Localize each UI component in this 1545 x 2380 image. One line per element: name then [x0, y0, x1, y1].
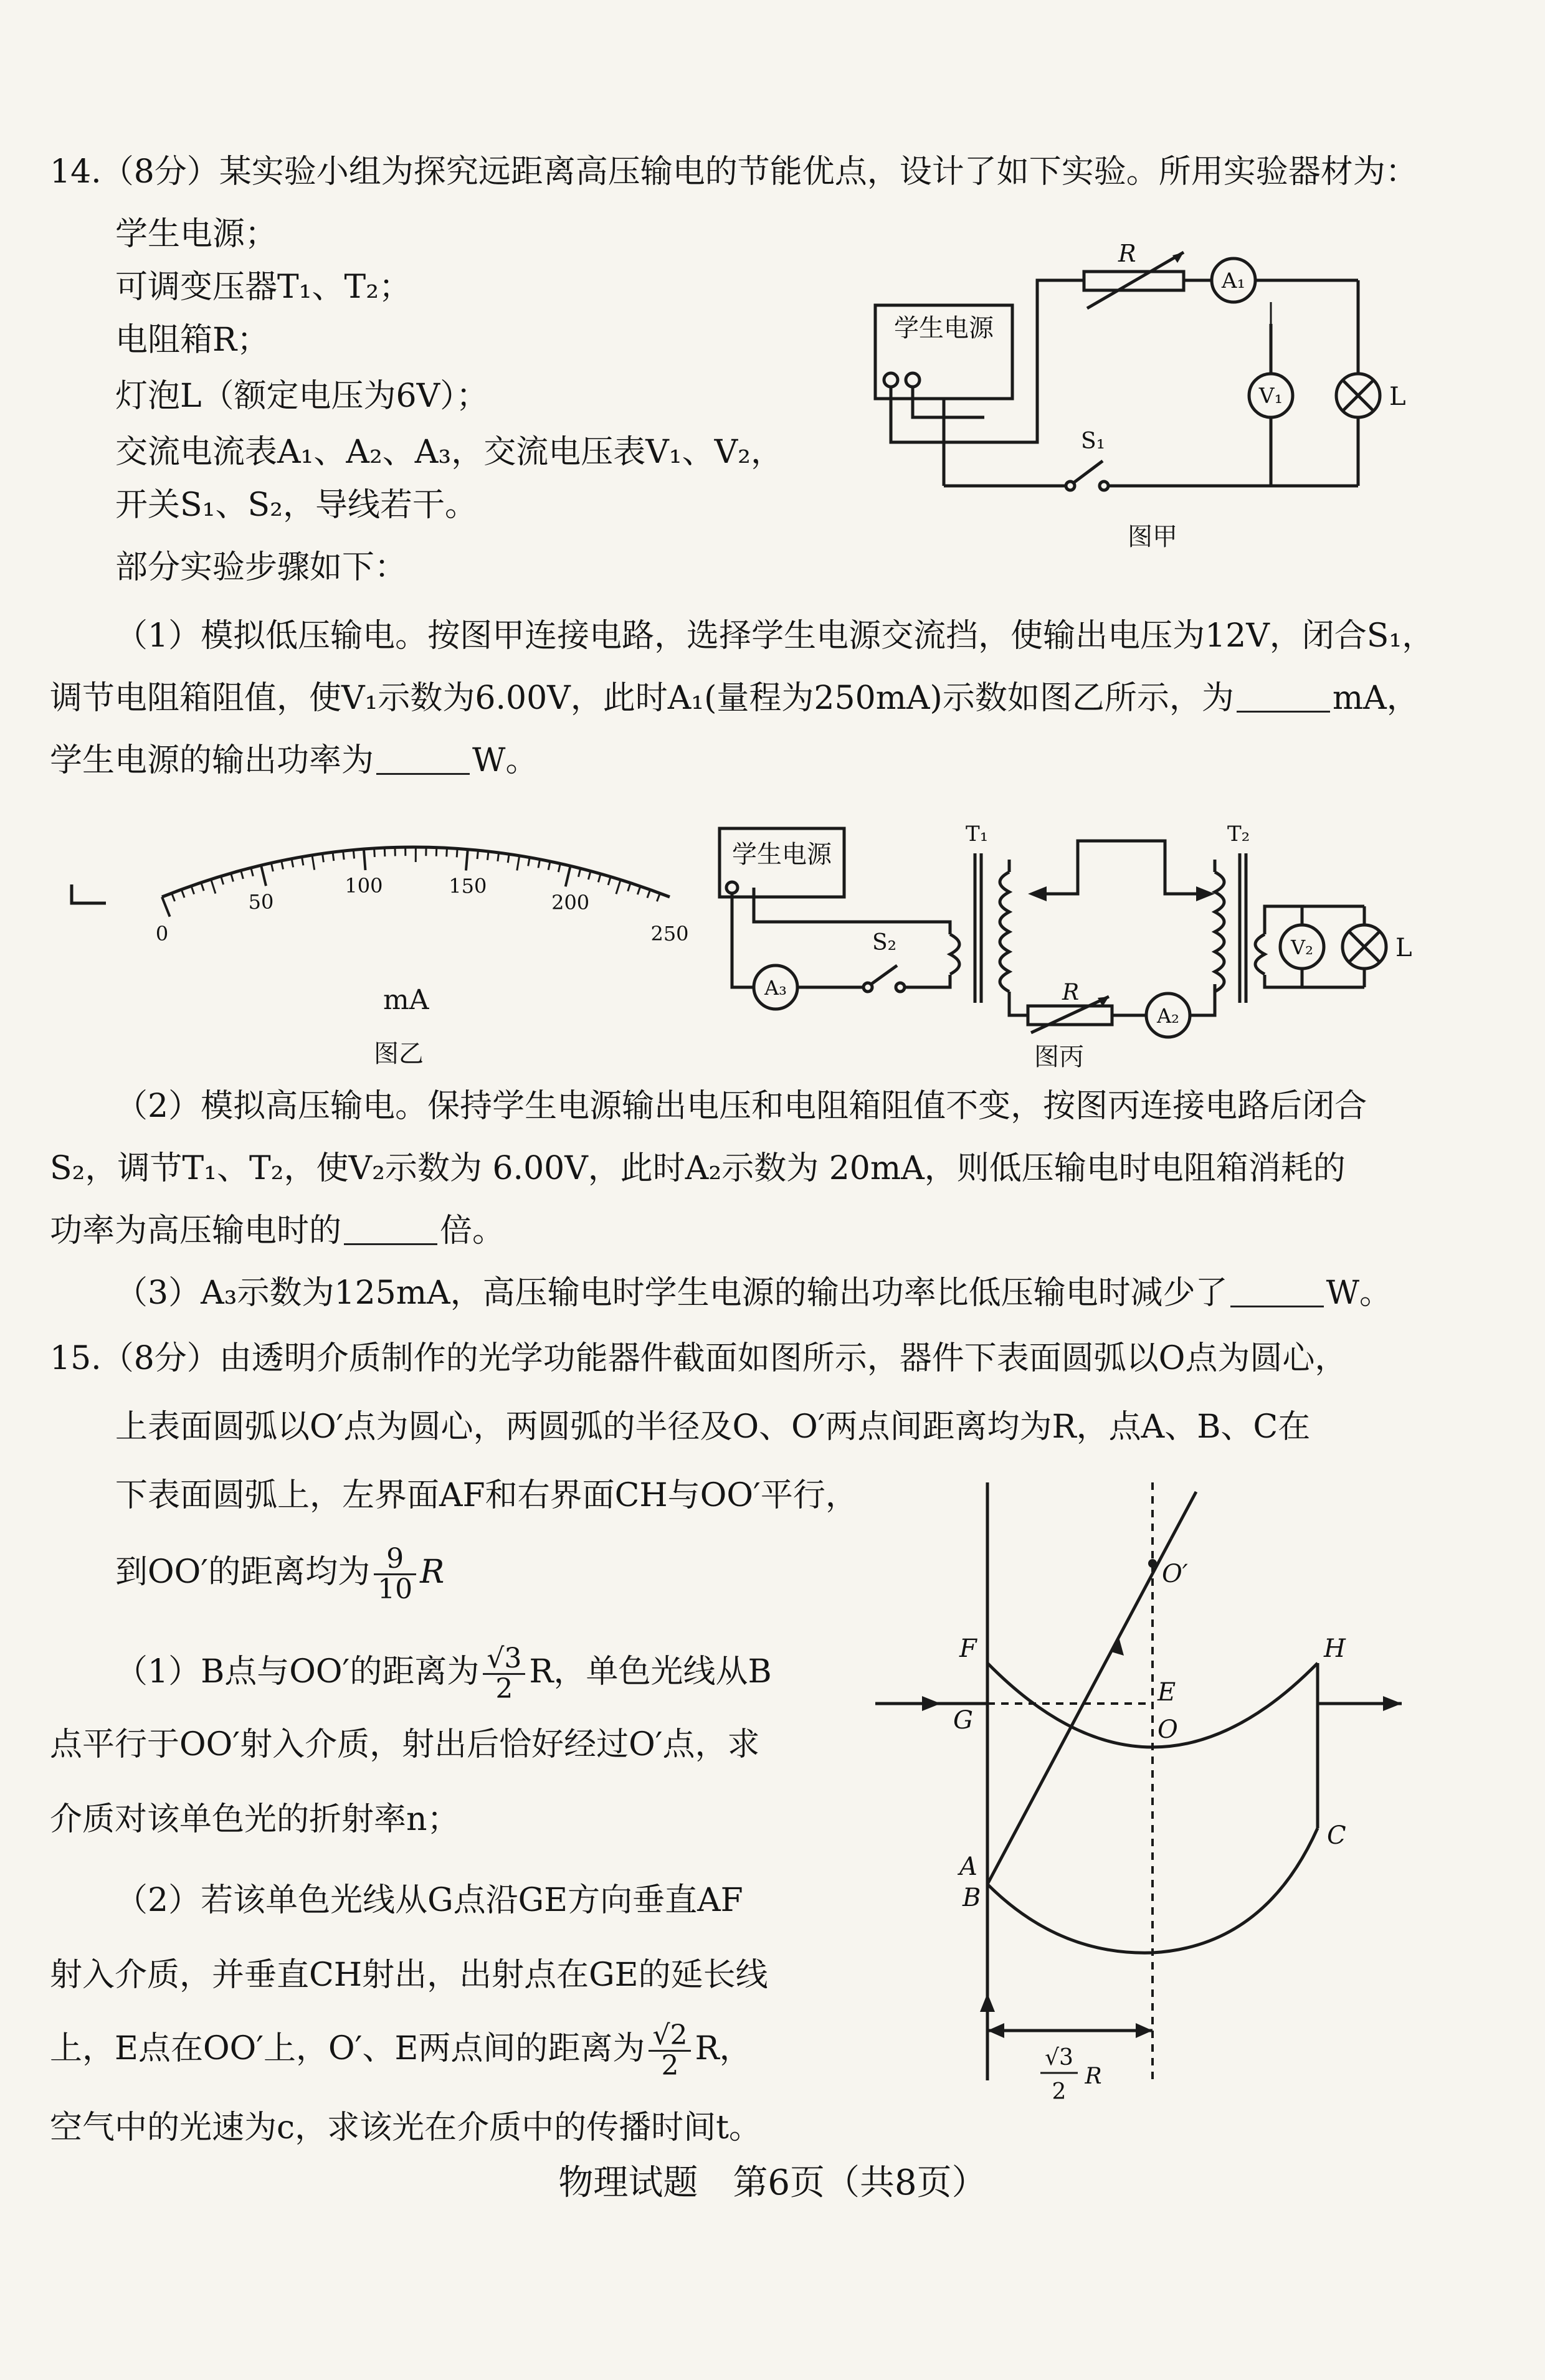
meter-tick [517, 856, 520, 871]
figure-yi-meter [62, 810, 689, 997]
point-h: H [1324, 1634, 1346, 1663]
bing-ammeter-a3: A₃ [764, 976, 787, 1000]
point-f: F [959, 1634, 977, 1663]
jia-label-r: R [1118, 240, 1136, 267]
jia-ammeter-a1: A₁ [1221, 268, 1246, 293]
bing-label-t2: T₂ [1227, 822, 1250, 846]
answer-blank-power[interactable] [376, 748, 470, 775]
meter-tick [487, 851, 488, 860]
point-a: A [959, 1852, 977, 1881]
meter-tick [647, 889, 650, 898]
figure-q15-optics [872, 1482, 1420, 2118]
meter-tick [343, 851, 345, 860]
dim-den: 2 [1052, 2079, 1067, 2105]
meter-tick [566, 866, 571, 886]
material-1: 学生电源； [115, 216, 278, 253]
meter-tick [598, 874, 601, 882]
meter-tick [466, 850, 468, 871]
material-5: 交流电流表A₁、A₂、A₃，交流电压表V₁、V₂， [115, 434, 783, 471]
point-o-prime: O′ [1162, 1560, 1188, 1588]
meter-tick [637, 886, 640, 894]
meter-tick [477, 850, 478, 859]
meter-tick [231, 873, 234, 881]
meter-tick [191, 886, 194, 894]
q14-part1-line2: 调节电阻箱阻值，使V₁示数为6.00V，此时A₁(量程为250mA)示数如图乙所示，为 mA， [50, 680, 1419, 717]
meter-tick [616, 879, 620, 894]
meter-tick [657, 893, 660, 901]
meter-tick [578, 868, 580, 877]
meter-tick [384, 848, 385, 856]
meter-tick-label: 0 [155, 922, 169, 946]
q14-part2-line1: （2）模拟高压输电。保持学生电源输出电压和电阻箱阻值不变，按图丙连接电路后闭合 [115, 1088, 1367, 1125]
q14-part1-line1: （1）模拟低压输电。按图甲连接电路，选择学生电源交流挡，使输出电压为12V，闭合S₁， [115, 617, 1435, 655]
meter-tick-label: 100 [345, 874, 383, 898]
jia-source-label: 学生电源 [894, 314, 994, 343]
q15-line1: 15.（8分）由透明介质制作的光学功能器件截面如图所示，器件下表面圆弧以O点为圆心， [50, 1340, 1348, 1377]
material-3: 电阻箱R； [115, 321, 270, 359]
meter-tick [628, 883, 630, 891]
meter-tick [364, 849, 366, 870]
material-6: 开关S₁、S₂，导线若干。 [115, 486, 477, 524]
point-b: B [963, 1884, 981, 1912]
meter-tick-label: 250 [650, 922, 689, 946]
material-2: 可调变压器T₁、T₂； [115, 268, 412, 306]
point-e: E [1158, 1678, 1176, 1707]
jia-switch-s1: S₁ [1081, 429, 1106, 454]
bing-switch-s2: S₂ [872, 930, 897, 955]
bing-source-label: 学生电源 [732, 840, 832, 869]
meter-tick-label: 50 [248, 890, 274, 914]
meter-tick [261, 865, 266, 886]
meter-tick [172, 893, 175, 901]
bing-ammeter-a2: A₂ [1157, 1004, 1179, 1028]
bing-voltmeter-v2: V₂ [1291, 936, 1313, 959]
meter-tick [211, 879, 216, 894]
meter-tick-label: 150 [449, 874, 487, 898]
figure-jia-circuit [872, 237, 1433, 561]
answer-blank-current[interactable] [1237, 686, 1330, 713]
page-footer: 物理试题 第6页（共8页） [558, 2163, 987, 2203]
meter-tick [221, 876, 224, 884]
bing-label-r: R [1062, 980, 1080, 1005]
q14-part3: （3）A₃示数为125mA，高压输电时学生电源的输出功率比低压输电时减少了 W。 [115, 1274, 1392, 1312]
meter-tick [241, 870, 244, 879]
q14-intro: 14.（8分）某实验小组为探究远距离高压输电的节能优点，设计了如下实验。所用实验器材为： [50, 153, 1418, 191]
material-4: 灯泡L（额定电压为6V）； [115, 377, 489, 415]
answer-blank-reduction[interactable] [1230, 1281, 1324, 1307]
q15-sub1-line3: 介质对该单色光的折射率n； [50, 1801, 460, 1838]
steps-intro: 部分实验步骤如下： [115, 549, 407, 586]
bing-label-t1: T₁ [966, 822, 989, 846]
dim-r: R [1085, 2064, 1102, 2089]
point-c: C [1327, 1821, 1346, 1850]
q15-line4: 到OO′的距离均为 $\frac{9}{10}$ R [115, 1543, 445, 1606]
answer-blank-ratio[interactable] [344, 1218, 437, 1245]
meter-tick [322, 853, 323, 862]
meter-tick [201, 883, 204, 891]
q14-part2-line2: S₂，调节T₁、T₂，使V₂示数为 6.00V，此时A₂示数为 20mA，则低压输电时电阻箱消耗的 [50, 1150, 1346, 1187]
meter-tick [508, 854, 509, 863]
figure-bing-circuit [716, 816, 1464, 1040]
q14-part2-line3: 功率为高压输电时的 倍。 [50, 1212, 505, 1249]
fraction-sqrt3-over-2: $\frac{√3}{2}$ [483, 1644, 525, 1704]
meter-tick [498, 853, 499, 861]
jia-voltmeter-v1: V₁ [1258, 384, 1283, 409]
meter-tick [312, 855, 315, 870]
caption-yi: 图乙 [374, 1040, 424, 1068]
meter-tick [181, 889, 184, 898]
meter-tick [251, 868, 253, 876]
q15-sub1-line2: 点平行于OO′射入介质，射出后恰好经过O′点，求 [50, 1726, 760, 1763]
meter-tick [588, 871, 591, 879]
jia-lamp-l: L [1389, 382, 1406, 411]
meter-tick [548, 861, 550, 870]
meter-tick [558, 863, 560, 872]
point-g: G [953, 1706, 973, 1735]
meter-tick [271, 863, 273, 871]
meter-tick [162, 897, 170, 917]
caption-bing: 图丙 [1034, 1043, 1084, 1071]
fraction-sqrt2-over-2: $\frac{√2}{2}$ [649, 2021, 691, 2080]
meter-tick [353, 850, 354, 859]
meter-tick [333, 852, 334, 861]
caption-jia: 图甲 [1128, 523, 1177, 551]
meter-tick [374, 848, 375, 857]
q15-line2: 上表面圆弧以O′点为圆心，两圆弧的半径及O、O′两点间距离均为R，点A、B、C在 [115, 1408, 1311, 1446]
q15-sub2-line3: 上，E点在OO′上，O′、E两点间的距离为 $\frac{√2}{2}$ R， [50, 2019, 752, 2082]
q15-line3: 下表面圆弧上，左界面AF和右界面CH与OO′平行， [115, 1477, 858, 1514]
q15-sub1-line1: （1）B点与OO′的距离为 $\frac{√3}{2}$ R，单色光线从B [115, 1643, 772, 1705]
q15-sub2-line4: 空气中的光速为c，求该光在介质中的传播时间t。 [50, 2109, 762, 2146]
dim-num: √3 [1045, 2045, 1073, 2070]
point-o: O [1158, 1715, 1178, 1744]
q15-sub2-line2: 射入介质，并垂直CH射出，出射点在GE的延长线 [50, 1956, 768, 1994]
meter-tick [608, 877, 611, 885]
meter-tick-label: 200 [551, 891, 590, 915]
q15-sub2-line1: （2）若该单色光线从G点沿GE方向垂直AF [115, 1882, 743, 1919]
fraction-nine-tenths: $\frac{9}{10}$ [374, 1545, 416, 1604]
q14-part1-line3: 学生电源的输出功率为 W。 [50, 742, 538, 779]
meter-unit: mA [383, 984, 429, 1016]
bing-lamp-l: L [1395, 934, 1412, 962]
